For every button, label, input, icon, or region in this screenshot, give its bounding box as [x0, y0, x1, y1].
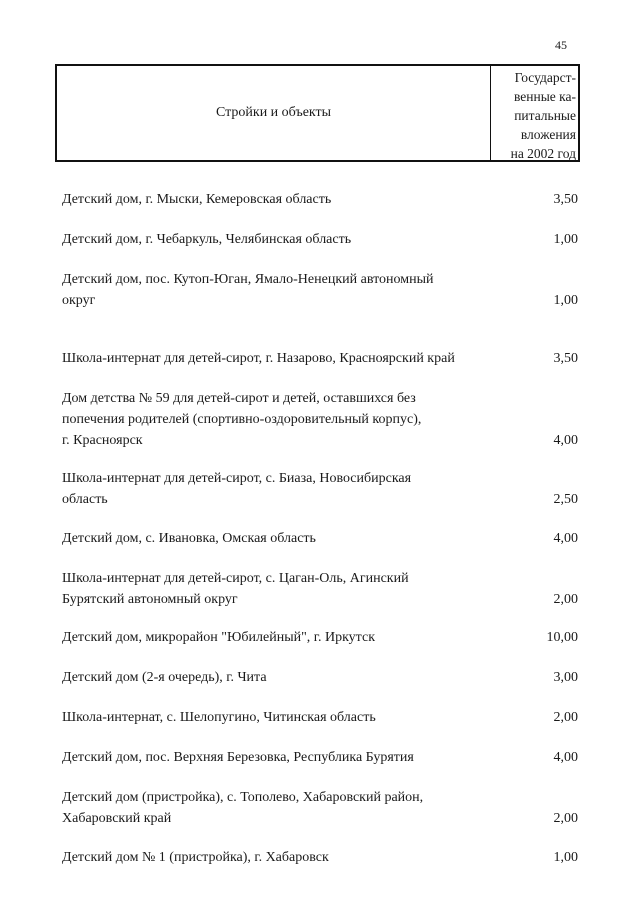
object-name — [62, 747, 502, 768]
table-header — [55, 64, 580, 162]
object-name-line: Хабаровский край — [62, 811, 172, 826]
object-name-line: г. Красноярск — [62, 433, 143, 448]
investment-value: 4,00 — [553, 531, 578, 546]
object-name — [62, 707, 502, 728]
header-investments-line: питальные — [514, 108, 576, 123]
header-column-objects — [57, 66, 491, 160]
object-name — [62, 468, 502, 510]
investment-value: 1,00 — [553, 850, 578, 865]
object-name — [62, 229, 502, 250]
object-name-line: Детский дом, микрорайон "Юбилейный", г. Иркутск — [62, 630, 375, 645]
investment-value: 3,50 — [553, 192, 578, 207]
investment-value: 2,50 — [553, 492, 578, 507]
investment-value: 4,00 — [553, 750, 578, 765]
object-name — [62, 269, 502, 311]
object-name-line: Школа-интернат, с. Шелопугино, Читинская область — [62, 710, 376, 725]
object-name-line: попечения родителей (спортивно-оздоровительный корпус), — [62, 412, 422, 427]
investment-value: 4,00 — [553, 433, 578, 448]
investment-value: 1,00 — [553, 232, 578, 247]
object-name-line: Школа-интернат для детей-сирот, с. Цаган-Оль, Агинский — [62, 571, 409, 586]
object-name-line: Детский дом, г. Мыски, Кемеровская область — [62, 192, 332, 207]
object-name-line: Детский дом (пристройка), с. Тополево, Хабаровский район, — [62, 790, 424, 805]
object-name — [62, 627, 502, 648]
object-name — [62, 388, 502, 451]
object-name-line: Школа-интернат для детей-сирот, с. Биаза, Новосибирская — [62, 471, 412, 486]
object-name — [62, 847, 502, 868]
object-name — [62, 528, 502, 549]
object-name — [62, 568, 502, 610]
object-name — [62, 667, 502, 688]
object-name — [62, 348, 502, 369]
object-name-line: Детский дом, г. Чебаркуль, Челябинская область — [62, 232, 352, 247]
header-column-investments — [491, 68, 578, 163]
investment-value: 10,00 — [546, 630, 578, 645]
investment-value: 2,00 — [553, 710, 578, 725]
investment-value: 1,00 — [553, 293, 578, 308]
object-name-line: Детский дом № 1 (пристройка), г. Хабаровск — [62, 850, 329, 865]
object-name — [62, 189, 502, 210]
object-name-line: область — [62, 492, 108, 507]
object-name-line: Детский дом (2-я очередь), г. Чита — [62, 670, 267, 685]
object-name — [62, 787, 502, 829]
investment-value: 2,00 — [553, 592, 578, 607]
investment-value: 3,00 — [553, 670, 578, 685]
header-investments-line: на 2002 год — [510, 146, 576, 161]
object-name-line: Дом детства № 59 для детей-сирот и детей, оставшихся без — [62, 391, 416, 406]
object-name-line: Детский дом, пос. Верхняя Березовка, Республика Бурятия — [62, 750, 414, 765]
header-investments-line: венные ка- — [513, 89, 576, 104]
investment-value: 2,00 — [553, 811, 578, 826]
header-investments-line: вложения — [520, 127, 576, 142]
object-name-line: Школа-интернат для детей-сирот, г. Назарово, Красноярский край — [62, 351, 455, 366]
object-name-line: Детский дом, пос. Кутоп-Юган, Ямало-Ненецкий автономный — [62, 272, 434, 287]
object-name-line: Бурятский автономный округ — [62, 592, 238, 607]
header-column-objects-label: Стройки и объекты — [215, 105, 332, 120]
object-name-line: округ — [62, 293, 96, 308]
object-name-line: Детский дом, с. Ивановка, Омская область — [62, 531, 316, 546]
header-investments-line: Государст- — [514, 70, 576, 85]
page-number: 45 — [555, 38, 567, 52]
investment-value: 3,50 — [553, 351, 578, 366]
